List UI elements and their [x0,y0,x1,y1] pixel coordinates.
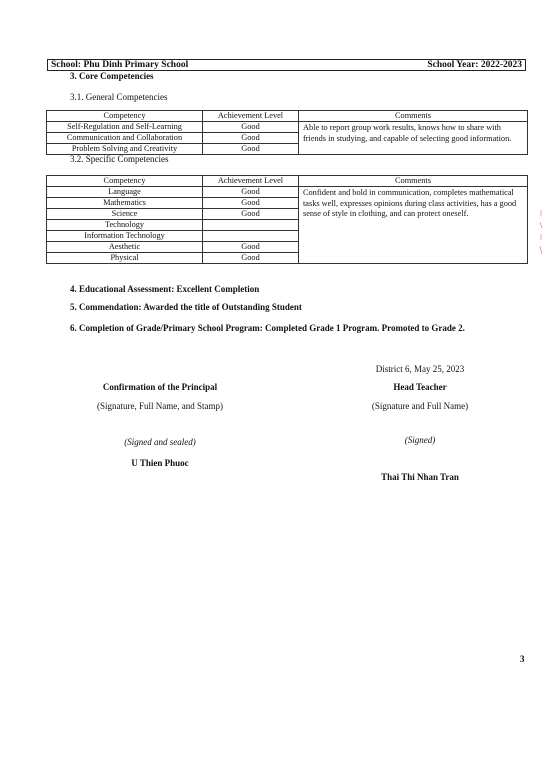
competency-cell: Physical [47,253,203,264]
level-cell: Good [203,122,299,133]
level-cell [203,220,299,231]
table-header-row [47,176,528,187]
level-cell: Good [203,242,299,253]
specific-competencies-title: 3.2. Specific Competencies [70,154,169,164]
comment-cell: Confident and bold in communication, completes mathematical tasks well, expresses opinions during class activities, has a good sense of style in clothing, and can protect oneself. [299,187,528,264]
competency-cell: Science [47,209,203,220]
competency-cell: Self-Regulation and Self-Learning [47,122,203,133]
column-header: Competency [47,111,203,122]
teacher-note: (Signature and Full Name) [371,401,469,411]
principal-signed: (Signed and sealed) [124,437,196,447]
competency-cell: Language [47,187,203,198]
level-cell: Good [203,133,299,144]
competency-cell: Aesthetic [47,242,203,253]
column-header: Competency [47,176,203,187]
principal-name: U Thien Phuoc [131,458,189,468]
table-row [47,187,528,198]
school-year: School Year: 2022-2023 [427,60,522,70]
section-3-title: 3. Core Competencies [70,71,154,81]
principal-note: (Signature, Full Name, and Stamp) [97,401,223,411]
column-header: Comments [299,111,528,122]
level-cell: Good [203,209,299,220]
principal-title: Confirmation of the Principal [102,382,218,392]
table-header-row [47,111,528,122]
competency-cell: Communication and Collaboration [47,133,203,144]
document-header [47,59,526,71]
commendation: 5. Commendation: Awarded the title of Outstanding Student [70,302,302,312]
level-cell: Good [203,198,299,209]
table-row [47,122,528,133]
page-number: 3 [520,654,525,664]
date-place: District 6, May 25, 2023 [375,364,465,374]
column-header: Comments [299,176,528,187]
comment-cell: Able to report group work results, knows how to share with friends in studying, and capable of selecting good information. [299,122,528,155]
level-cell: Good [203,187,299,198]
teacher-signed: (Signed) [404,435,436,445]
column-header: Achievement Level [203,111,299,122]
competency-cell: Mathematics [47,198,203,209]
teacher-title: Head Teacher [393,382,447,392]
competency-cell: Information Technology [47,231,203,242]
teacher-name: Thai Thi Nhan Tran [381,472,459,482]
specific-competencies-table [46,175,528,264]
level-cell: Good [203,144,299,155]
program-completion: 6. Completion of Grade/Primary School Program: Completed Grade 1 Program. Promoted to Grade 2. [70,323,465,333]
general-competencies-table [46,110,528,155]
margin-scribble-icon [539,210,543,260]
competency-cell: Problem Solving and Creativity [47,144,203,155]
general-competencies-title: 3.1. General Competencies [70,92,168,102]
level-cell: Good [203,253,299,264]
column-header: Achievement Level [203,176,299,187]
educational-assessment: 4. Educational Assessment: Excellent Completion [70,284,260,294]
competency-cell: Technology [47,220,203,231]
level-cell [203,231,299,242]
school-name: School: Phu Dinh Primary School [51,60,189,70]
